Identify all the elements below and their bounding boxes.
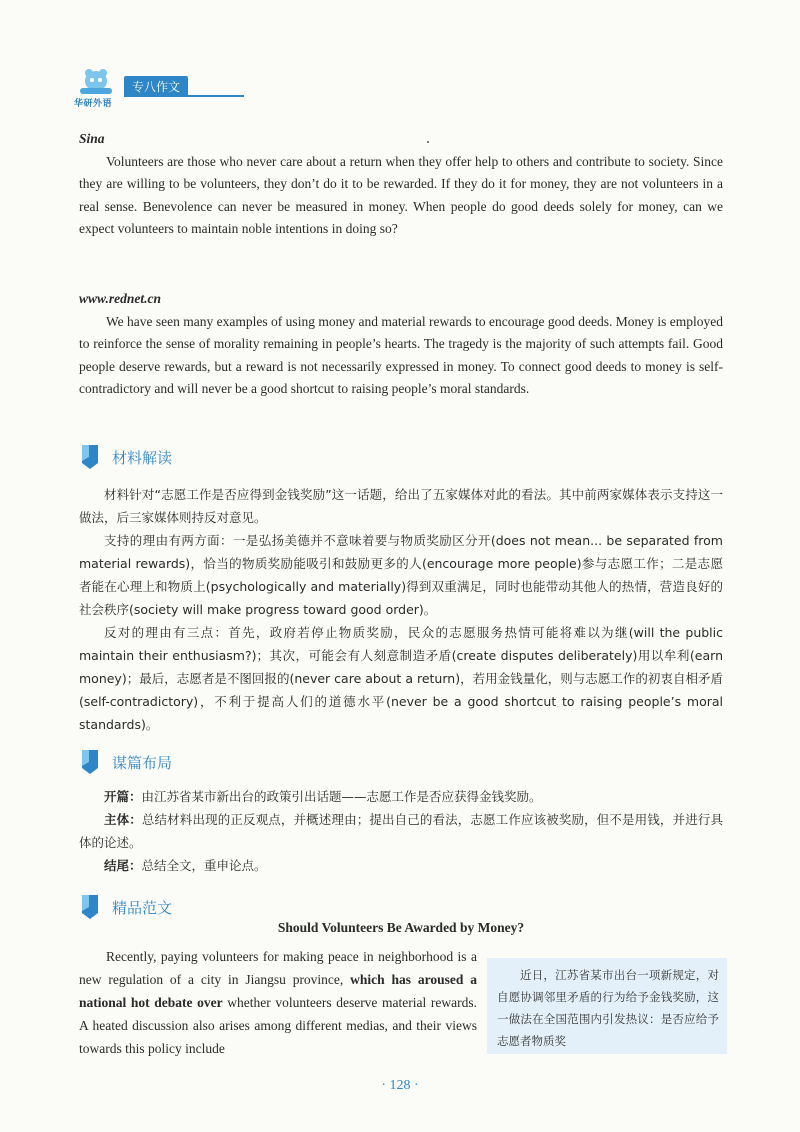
section-title: 材料解读	[112, 449, 173, 467]
page-number: · 128 ·	[381, 1078, 419, 1093]
essay-text-end: whether volunteers deserve material rewards. A heated discussion also arises among different medias, and their views towards this policy include	[79, 995, 477, 1056]
section-title: 精品范文	[112, 899, 173, 917]
source-paragraph: We have seen many examples of using money and material rewards to encourage good deeds. Money is employed to reinforce the sense of morality remaining in people’s hearts. The tragedy is the majority of such attempts fail. Good people deserve rewards, but a reward is not necessarily expressed in money. To connect good deeds to money is self-contradictory and will never be a good shortcut to raising people’s moral standards.	[79, 313, 723, 396]
header-divider	[124, 95, 244, 97]
source-block-sina	[79, 128, 723, 241]
essay-text-bold: which has aroused a national hot debate over	[79, 972, 478, 1010]
layout-item-text: 由江苏省某市新出台的政策引出话题——志愿工作是否应获得金钱奖励。	[141, 789, 542, 804]
analysis-paragraph: 反对的理由有三点：首先，政府若停止物质奖励，民众的志愿服务热情可能将难以为继(will the public maintain their enthusiasm?)；其次，可能会有人刻意制造矛盾(create disputes deliberately)用以牟利(earn money)；最后，志愿者是不图回报的(never care about a return)，若用金钱量化，则与志愿工作的初衷自相矛盾(self-contradictory)，不利于提高人们的道德水平(never be a good shortcut to raising people’s moral standards)。	[79, 625, 723, 732]
source-name: Sina	[79, 131, 105, 146]
source-paragraph: Volunteers are those who never care about a return when they offer help to others and contribute to society. Since they are willing to be volunteers, they don’t do it to be rewarded. If they do it for money, they are not volunteers in a real sense. Benevolence can never be measured in money. When people do good deeds solely for money, can we expect volunteers to maintain noble intentions in doing so?	[79, 153, 723, 236]
layout-text	[79, 785, 723, 877]
analysis-text	[79, 483, 723, 736]
bookmark-icon	[80, 445, 100, 469]
layout-item-text: 总结材料出现的正反观点，并概述理由；提出自己的看法，志愿工作应该被奖励，但不是用钱，并进行具体的论述。	[79, 812, 723, 850]
essay-paragraph	[79, 945, 477, 1060]
layout-item	[79, 854, 723, 877]
source-block-rednet	[79, 288, 723, 401]
essay-paragraph-text	[79, 945, 477, 1060]
layout-item	[79, 808, 723, 854]
layout-item	[79, 785, 723, 808]
layout-item-label: 结尾：	[104, 858, 142, 873]
essay-title: Should Volunteers Be Awarded by Money?	[277, 920, 525, 935]
translation-note: 近日，江苏省某市出台一项新规定，对自愿协调邻里矛盾的行为给予金钱奖励，这一做法在全国范围内引发热议：是否应给予志愿者物质奖	[497, 968, 719, 1048]
layout-item-label: 开篇：	[104, 789, 142, 804]
header-tag: 专八作文	[124, 76, 188, 97]
analysis-paragraph: 支持的理由有两方面：一是弘扬美德并不意味着要与物质奖励区分开(does not mean... be separated from material rewards)，恰当的物质奖励能吸引和鼓励更多的人(encourage more people)参与志愿工作；二是志愿者能在心理上和物质上(psychologically and materially)得到双重满足，同时也能带动其他人的热情，营造良好的社会秩序(society will make progress toward good order)。	[79, 533, 723, 617]
bookmark-icon	[80, 895, 100, 919]
layout-item-text: 总结全文，重申论点。	[141, 858, 267, 873]
essay-text-start: Recently, paying volunteers for making peace in neighborhood is a new regulation of a city in Jiangsu province,	[79, 949, 477, 987]
source-name: www.rednet.cn	[79, 291, 162, 306]
translation-note-box	[487, 958, 727, 1054]
analysis-paragraph: 材料针对“志愿工作是否应得到金钱奖励”这一话题，给出了五家媒体对此的看法。其中前两家媒体表示支持这一做法，后三家媒体则持反对意见。	[79, 487, 723, 525]
section-title: 谋篇布局	[112, 754, 173, 772]
layout-item-label: 主体：	[104, 812, 142, 827]
bookmark-icon	[80, 750, 100, 774]
brand-text: 华研外语	[74, 99, 113, 109]
